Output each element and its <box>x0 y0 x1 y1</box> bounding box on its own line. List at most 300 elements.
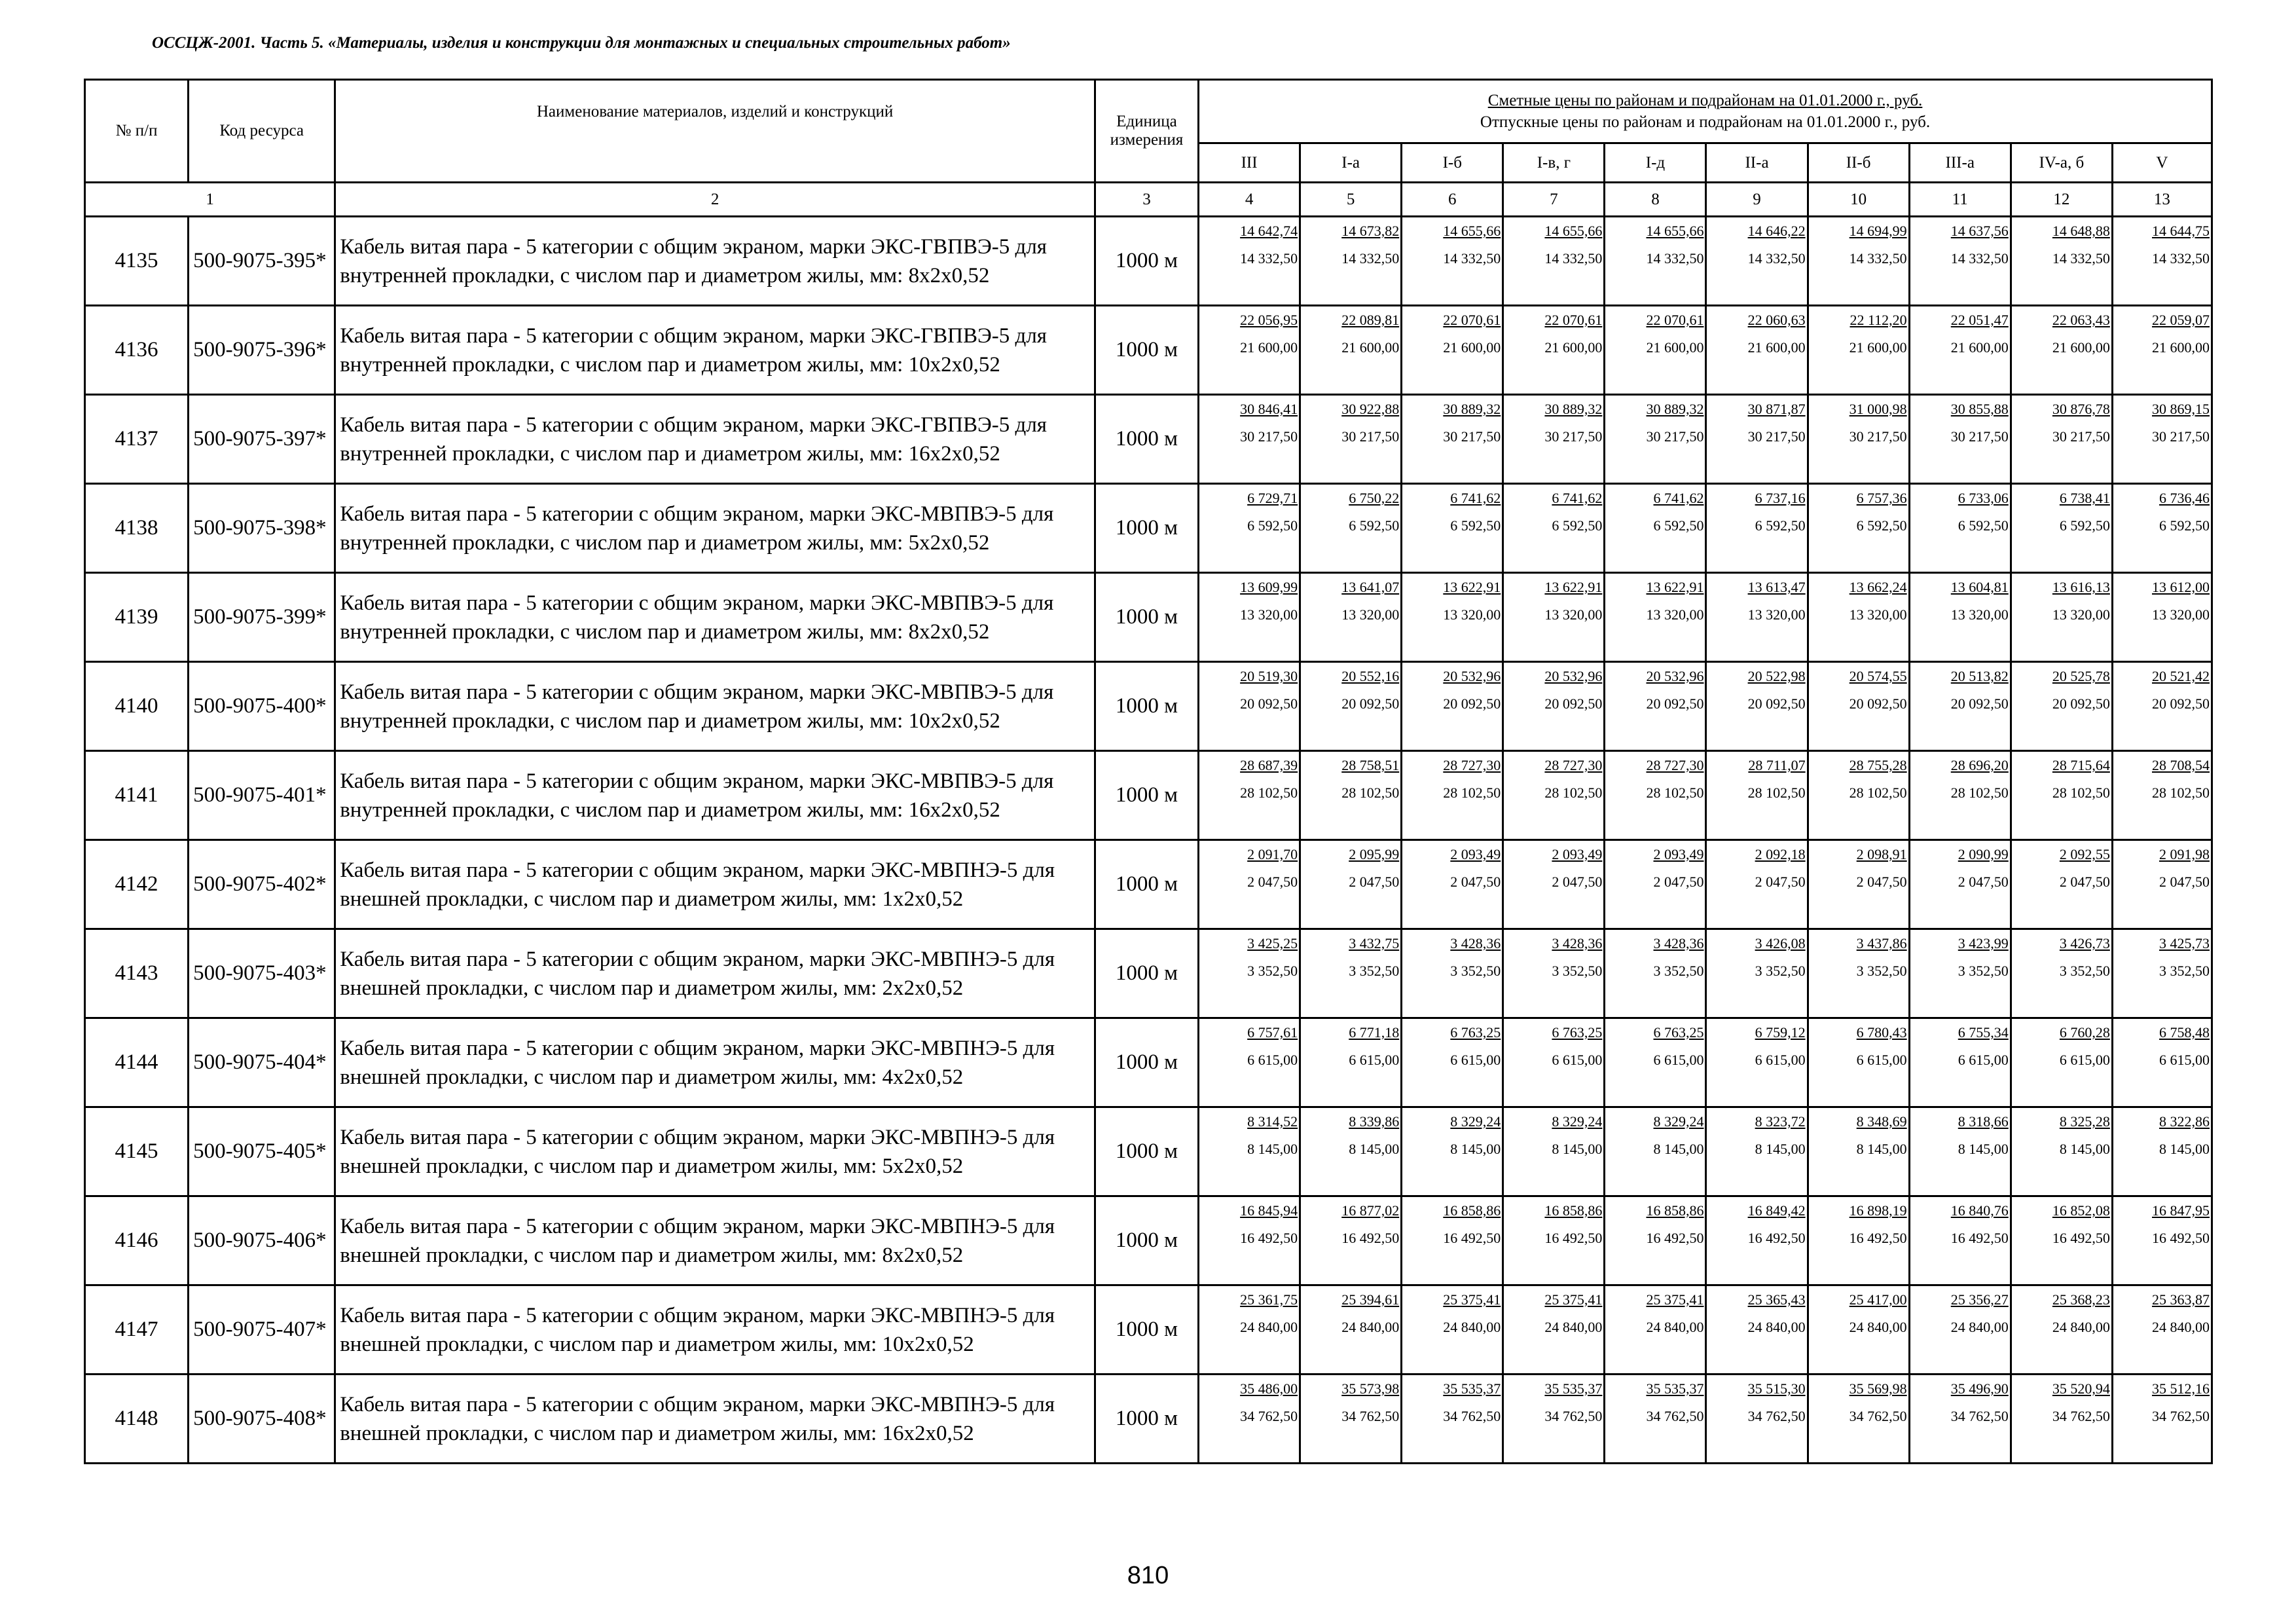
release-price: 6 615,00 <box>2059 1052 2110 1068</box>
release-price: 8 145,00 <box>1247 1141 1298 1157</box>
release-price: 20 092,50 <box>1950 695 2009 712</box>
region-header: II-а <box>1706 143 1808 183</box>
price-cell <box>2112 217 2212 306</box>
estimate-price: 14 655,66 <box>1646 223 1704 239</box>
column-number: 8 <box>1605 183 1706 217</box>
price-cell <box>1199 1375 1300 1464</box>
release-price: 14 332,50 <box>1341 250 1400 267</box>
resource-code: 500-9075-407* <box>189 1285 335 1375</box>
price-cell <box>2011 306 2112 395</box>
row-number: 4136 <box>85 306 189 395</box>
column-number: 9 <box>1706 183 1808 217</box>
column-number: 3 <box>1095 183 1198 217</box>
release-price: 8 145,00 <box>1755 1141 1806 1157</box>
unit-of-measure: 1000 м <box>1095 573 1198 662</box>
resource-code: 500-9075-399* <box>189 573 335 662</box>
price-cell <box>1503 1375 1605 1464</box>
column-number: 12 <box>2011 183 2112 217</box>
price-cell <box>1199 1285 1300 1375</box>
material-name: Кабель витая пара - 5 категории с общим экраном, марки ЭКС-МВПНЭ-5 для внешней прокладки, с числом пар и диаметром жилы, мм: 5х2х0,52 <box>335 1107 1095 1196</box>
estimate-price: 2 093,49 <box>1653 846 1704 862</box>
estimate-price: 35 496,90 <box>1950 1380 2009 1397</box>
estimate-price: 13 662,24 <box>1849 579 1907 595</box>
release-price: 2 047,50 <box>2159 874 2210 890</box>
release-price: 6 592,50 <box>2159 517 2210 534</box>
estimate-price: 20 513,82 <box>1950 668 2009 684</box>
estimate-price: 3 425,25 <box>1247 935 1298 951</box>
estimate-price: 16 849,42 <box>1747 1202 1806 1219</box>
resource-code: 500-9075-396* <box>189 306 335 395</box>
estimate-price: 6 763,25 <box>1653 1024 1704 1041</box>
price-cell <box>1199 395 1300 484</box>
release-price: 30 217,50 <box>1544 428 1603 445</box>
release-price: 14 332,50 <box>1950 250 2009 267</box>
release-price: 24 840,00 <box>1341 1319 1400 1335</box>
estimate-price: 25 361,75 <box>1240 1291 1298 1308</box>
estimate-price: 20 532,96 <box>1646 668 1704 684</box>
release-price: 34 762,50 <box>1544 1408 1603 1424</box>
estimate-price: 22 063,43 <box>2052 312 2110 328</box>
estimate-price: 28 727,30 <box>1646 757 1704 773</box>
release-price: 13 320,00 <box>1646 606 1704 623</box>
estimate-price: 8 314,52 <box>1247 1113 1298 1130</box>
estimate-price: 16 877,02 <box>1341 1202 1400 1219</box>
price-cell <box>1605 484 1706 573</box>
price-cell <box>1402 662 1503 751</box>
region-header: V <box>2112 143 2212 183</box>
estimate-price: 28 755,28 <box>1849 757 1907 773</box>
row-number: 4143 <box>85 929 189 1018</box>
release-price: 8 145,00 <box>2159 1141 2210 1157</box>
column-number: 4 <box>1199 183 1300 217</box>
estimate-price: 6 759,12 <box>1755 1024 1806 1041</box>
release-price: 28 102,50 <box>1747 784 1806 801</box>
release-price: 28 102,50 <box>1849 784 1907 801</box>
price-cell <box>1402 929 1503 1018</box>
unit-of-measure: 1000 м <box>1095 840 1198 929</box>
page-number: 810 <box>1127 1562 1169 1589</box>
estimate-price: 2 091,98 <box>2159 846 2210 862</box>
table-row <box>85 1018 2212 1107</box>
release-price: 2 047,50 <box>1653 874 1704 890</box>
resource-code: 500-9075-397* <box>189 395 335 484</box>
price-cell <box>1605 662 1706 751</box>
estimate-price: 3 425,73 <box>2159 935 2210 951</box>
estimate-price: 6 741,62 <box>1450 490 1501 506</box>
table-row <box>85 1107 2212 1196</box>
release-price: 3 352,50 <box>1450 963 1501 979</box>
estimate-price: 13 616,13 <box>2052 579 2110 595</box>
price-cell <box>1706 217 1808 306</box>
price-cell <box>1605 1018 1706 1107</box>
price-cell <box>1300 1196 1402 1285</box>
price-cell <box>1909 217 2011 306</box>
release-price: 34 762,50 <box>1646 1408 1704 1424</box>
region-header: I-д <box>1605 143 1706 183</box>
release-price: 34 762,50 <box>1341 1408 1400 1424</box>
release-price: 30 217,50 <box>1950 428 2009 445</box>
release-price: 16 492,50 <box>1950 1230 2009 1246</box>
estimate-price: 30 889,32 <box>1646 401 1704 417</box>
release-price: 16 492,50 <box>1747 1230 1806 1246</box>
release-price: 6 615,00 <box>1552 1052 1603 1068</box>
estimate-price: 20 532,96 <box>1544 668 1603 684</box>
release-price: 3 352,50 <box>2059 963 2110 979</box>
price-cell <box>1300 840 1402 929</box>
release-price: 2 047,50 <box>1247 874 1298 890</box>
estimate-price: 8 322,86 <box>2159 1113 2210 1130</box>
release-price: 24 840,00 <box>1950 1319 2009 1335</box>
release-price: 6 592,50 <box>1653 517 1704 534</box>
release-price: 21 600,00 <box>1646 339 1704 356</box>
region-header: I-в, г <box>1503 143 1605 183</box>
estimate-price: 13 622,91 <box>1443 579 1501 595</box>
price-table <box>84 79 2213 1464</box>
estimate-price: 22 112,20 <box>1850 312 1907 328</box>
price-cell <box>1706 1375 1808 1464</box>
release-price: 21 600,00 <box>2052 339 2110 356</box>
page-header-title: ОССЦЖ-2001. Часть 5. «Материалы, изделия и конструкции для монтажных и специальных строительных работ» <box>152 34 1011 52</box>
unit-of-measure: 1000 м <box>1095 1375 1198 1464</box>
price-cell <box>2011 1107 2112 1196</box>
price-cell <box>1808 217 1909 306</box>
price-cell <box>1605 395 1706 484</box>
release-price: 20 092,50 <box>1443 695 1501 712</box>
unit-of-measure: 1000 м <box>1095 1285 1198 1375</box>
release-price: 34 762,50 <box>1747 1408 1806 1424</box>
price-cell <box>1909 1375 2011 1464</box>
estimate-price: 22 070,61 <box>1646 312 1704 328</box>
release-price: 28 102,50 <box>1544 784 1603 801</box>
release-price: 20 092,50 <box>1849 695 1907 712</box>
price-cell <box>1199 573 1300 662</box>
release-price: 6 615,00 <box>1856 1052 1907 1068</box>
price-cell <box>1808 1196 1909 1285</box>
resource-code: 500-9075-403* <box>189 929 335 1018</box>
price-cell <box>1706 840 1808 929</box>
price-cell <box>1402 751 1503 840</box>
release-price: 30 217,50 <box>1443 428 1501 445</box>
table-row <box>85 217 2212 306</box>
release-price: 6 592,50 <box>1856 517 1907 534</box>
estimate-price: 3 432,75 <box>1349 935 1400 951</box>
table-row <box>85 1196 2212 1285</box>
release-price: 20 092,50 <box>1341 695 1400 712</box>
estimate-price: 22 051,47 <box>1950 312 2009 328</box>
column-number: 6 <box>1402 183 1503 217</box>
estimate-price: 30 876,78 <box>2052 401 2110 417</box>
release-price: 13 320,00 <box>2052 606 2110 623</box>
release-price: 13 320,00 <box>1341 606 1400 623</box>
unit-of-measure: 1000 м <box>1095 1018 1198 1107</box>
price-cell <box>1909 1196 2011 1285</box>
release-price: 2 047,50 <box>1856 874 1907 890</box>
table-row <box>85 573 2212 662</box>
estimate-price: 2 090,99 <box>1958 846 2009 862</box>
price-cell <box>2112 484 2212 573</box>
release-price: 24 840,00 <box>2152 1319 2210 1335</box>
estimate-price: 3 428,36 <box>1653 935 1704 951</box>
estimate-price: 6 738,41 <box>2059 490 2110 506</box>
release-price: 20 092,50 <box>1544 695 1603 712</box>
col-header-unit: Единица измерения <box>1095 80 1198 183</box>
estimate-price: 35 515,30 <box>1747 1380 1806 1397</box>
price-cell <box>1706 395 1808 484</box>
release-price: 28 102,50 <box>2152 784 2210 801</box>
price-cell <box>1199 751 1300 840</box>
estimate-price: 28 687,39 <box>1240 757 1298 773</box>
estimate-price: 35 486,00 <box>1240 1380 1298 1397</box>
estimate-price: 2 095,99 <box>1349 846 1400 862</box>
estimate-price: 25 365,43 <box>1747 1291 1806 1308</box>
estimate-price: 16 858,86 <box>1443 1202 1501 1219</box>
release-price: 30 217,50 <box>1849 428 1907 445</box>
price-cell <box>1199 1107 1300 1196</box>
estimate-price: 22 089,81 <box>1341 312 1400 328</box>
resource-code: 500-9075-404* <box>189 1018 335 1107</box>
unit-of-measure: 1000 м <box>1095 484 1198 573</box>
estimate-price: 35 535,37 <box>1646 1380 1704 1397</box>
release-price: 14 332,50 <box>1849 250 1907 267</box>
estimate-price: 8 329,24 <box>1653 1113 1704 1130</box>
price-cell <box>1706 573 1808 662</box>
estimate-price: 3 426,08 <box>1755 935 1806 951</box>
estimate-price: 35 573,98 <box>1341 1380 1400 1397</box>
estimate-price: 6 760,28 <box>2059 1024 2110 1041</box>
price-cell <box>1503 1018 1605 1107</box>
release-price: 28 102,50 <box>1341 784 1400 801</box>
release-price: 2 047,50 <box>1958 874 2009 890</box>
release-price: 14 332,50 <box>1747 250 1806 267</box>
estimate-price: 25 375,41 <box>1646 1291 1704 1308</box>
price-cell <box>1503 840 1605 929</box>
release-price: 24 840,00 <box>1443 1319 1501 1335</box>
estimate-price: 6 729,71 <box>1247 490 1298 506</box>
row-number: 4144 <box>85 1018 189 1107</box>
estimate-price: 13 604,81 <box>1950 579 2009 595</box>
price-cell <box>1199 217 1300 306</box>
price-cell <box>1706 1018 1808 1107</box>
price-cell <box>1605 573 1706 662</box>
estimate-price: 31 000,98 <box>1849 401 1907 417</box>
price-cell <box>1605 840 1706 929</box>
price-cell <box>1605 1107 1706 1196</box>
estimate-price: 35 520,94 <box>2052 1380 2110 1397</box>
row-number: 4135 <box>85 217 189 306</box>
estimate-price: 22 059,07 <box>2152 312 2210 328</box>
price-cell <box>2011 1375 2112 1464</box>
material-name: Кабель витая пара - 5 категории с общим экраном, марки ЭКС-МВПНЭ-5 для внешней прокладки, с числом пар и диаметром жилы, мм: 16х2х0,52 <box>335 1375 1095 1464</box>
price-cell <box>2011 1018 2112 1107</box>
unit-of-measure: 1000 м <box>1095 217 1198 306</box>
price-cell <box>1706 1285 1808 1375</box>
release-price: 2 047,50 <box>1349 874 1400 890</box>
release-price: 13 320,00 <box>1747 606 1806 623</box>
estimate-price: 16 858,86 <box>1646 1202 1704 1219</box>
price-cell <box>1605 1375 1706 1464</box>
resource-code: 500-9075-408* <box>189 1375 335 1464</box>
material-name: Кабель витая пара - 5 категории с общим экраном, марки ЭКС-МВПВЭ-5 для внутренней прокладки, с числом пар и диаметром жилы, мм: 5х2х0,52 <box>335 484 1095 573</box>
estimate-price: 6 736,46 <box>2159 490 2210 506</box>
resource-code: 500-9075-395* <box>189 217 335 306</box>
estimate-price: 28 696,20 <box>1950 757 2009 773</box>
price-cell <box>1706 1107 1808 1196</box>
estimate-price: 20 521,42 <box>2152 668 2210 684</box>
price-cell <box>1199 1018 1300 1107</box>
estimate-price: 6 763,25 <box>1450 1024 1501 1041</box>
release-price: 13 320,00 <box>1443 606 1501 623</box>
price-estimate-header: Сметные цены по районам и подрайонам на 01.01.2000 г., руб. <box>1487 92 1923 109</box>
price-cell <box>1503 1285 1605 1375</box>
release-price: 16 492,50 <box>1544 1230 1603 1246</box>
release-price: 6 592,50 <box>2059 517 2110 534</box>
estimate-price: 8 318,66 <box>1958 1113 2009 1130</box>
price-cell <box>1503 1107 1605 1196</box>
estimate-price: 25 375,41 <box>1443 1291 1501 1308</box>
table-row <box>85 840 2212 929</box>
price-cell <box>1605 751 1706 840</box>
estimate-price: 6 780,43 <box>1856 1024 1907 1041</box>
estimate-price: 8 329,24 <box>1552 1113 1603 1130</box>
estimate-price: 22 056,95 <box>1240 312 1298 328</box>
price-cell <box>1605 217 1706 306</box>
release-price: 14 332,50 <box>2052 250 2110 267</box>
release-price: 6 592,50 <box>1552 517 1603 534</box>
release-price: 6 615,00 <box>1755 1052 1806 1068</box>
estimate-price: 14 655,66 <box>1443 223 1501 239</box>
estimate-price: 3 428,36 <box>1552 935 1603 951</box>
release-price: 34 762,50 <box>1849 1408 1907 1424</box>
region-header: I-б <box>1402 143 1503 183</box>
price-cell <box>1706 1196 1808 1285</box>
row-number: 4145 <box>85 1107 189 1196</box>
estimate-price: 2 092,18 <box>1755 846 1806 862</box>
estimate-price: 25 394,61 <box>1341 1291 1400 1308</box>
row-number: 4142 <box>85 840 189 929</box>
price-cell <box>1605 1285 1706 1375</box>
row-number: 4138 <box>85 484 189 573</box>
unit-of-measure: 1000 м <box>1095 395 1198 484</box>
price-cell <box>1199 662 1300 751</box>
price-cell <box>1808 840 1909 929</box>
table-row <box>85 1285 2212 1375</box>
estimate-price: 25 417,00 <box>1849 1291 1907 1308</box>
table-row <box>85 484 2212 573</box>
material-name: Кабель витая пара - 5 категории с общим экраном, марки ЭКС-МВПНЭ-5 для внешней прокладки, с числом пар и диаметром жилы, мм: 2х2х0,52 <box>335 929 1095 1018</box>
price-cell <box>1605 1196 1706 1285</box>
price-cell <box>1605 929 1706 1018</box>
price-cell <box>1909 1107 2011 1196</box>
price-cell <box>1300 662 1402 751</box>
release-price: 6 592,50 <box>1349 517 1400 534</box>
release-price: 8 145,00 <box>1958 1141 2009 1157</box>
unit-of-measure: 1000 м <box>1095 1107 1198 1196</box>
estimate-price: 20 522,98 <box>1747 668 1806 684</box>
estimate-price: 16 858,86 <box>1544 1202 1603 1219</box>
price-cell <box>1909 395 2011 484</box>
price-cell <box>1706 306 1808 395</box>
estimate-price: 6 750,22 <box>1349 490 1400 506</box>
release-price: 3 352,50 <box>1653 963 1704 979</box>
release-price: 8 145,00 <box>2059 1141 2110 1157</box>
release-price: 21 600,00 <box>1747 339 1806 356</box>
release-price: 3 352,50 <box>1247 963 1298 979</box>
price-cell <box>1300 573 1402 662</box>
release-price: 3 352,50 <box>1349 963 1400 979</box>
release-price: 24 840,00 <box>1849 1319 1907 1335</box>
row-number: 4137 <box>85 395 189 484</box>
estimate-price: 20 552,16 <box>1341 668 1400 684</box>
table-row <box>85 929 2212 1018</box>
estimate-price: 16 852,08 <box>2052 1202 2110 1219</box>
col-header-code: Код ресурса <box>189 80 335 183</box>
region-header: III-а <box>1909 143 2011 183</box>
release-price: 24 840,00 <box>1646 1319 1704 1335</box>
price-cell <box>1503 929 1605 1018</box>
release-price: 6 615,00 <box>1247 1052 1298 1068</box>
release-price: 34 762,50 <box>1950 1408 2009 1424</box>
release-price: 20 092,50 <box>1240 695 1298 712</box>
release-price: 14 332,50 <box>2152 250 2210 267</box>
estimate-price: 30 922,88 <box>1341 401 1400 417</box>
price-release-header: Отпускные цены по районам и подрайонам на 01.01.2000 г., руб. <box>1480 113 1931 131</box>
release-price: 16 492,50 <box>1849 1230 1907 1246</box>
release-price: 6 592,50 <box>1450 517 1501 534</box>
estimate-price: 16 845,94 <box>1240 1202 1298 1219</box>
table-row <box>85 395 2212 484</box>
price-cell <box>1808 751 1909 840</box>
price-cell <box>1808 929 1909 1018</box>
price-cell <box>2112 929 2212 1018</box>
release-price: 3 352,50 <box>1552 963 1603 979</box>
release-price: 13 320,00 <box>1240 606 1298 623</box>
estimate-price: 2 092,55 <box>2059 846 2110 862</box>
release-price: 14 332,50 <box>1240 250 1298 267</box>
estimate-price: 14 644,75 <box>2152 223 2210 239</box>
release-price: 20 092,50 <box>1646 695 1704 712</box>
price-cell <box>1808 1375 1909 1464</box>
price-cell <box>2112 395 2212 484</box>
estimate-price: 20 525,78 <box>2052 668 2110 684</box>
unit-of-measure: 1000 м <box>1095 751 1198 840</box>
column-number: 2 <box>335 183 1095 217</box>
price-cell <box>1706 662 1808 751</box>
col-header-num: № п/п <box>85 80 189 183</box>
region-header: IV-а, б <box>2011 143 2112 183</box>
region-header: I-а <box>1300 143 1402 183</box>
resource-code: 500-9075-398* <box>189 484 335 573</box>
resource-code: 500-9075-401* <box>189 751 335 840</box>
release-price: 16 492,50 <box>1341 1230 1400 1246</box>
release-price: 8 145,00 <box>1349 1141 1400 1157</box>
estimate-price: 14 642,74 <box>1240 223 1298 239</box>
estimate-price: 6 771,18 <box>1349 1024 1400 1041</box>
estimate-price: 20 519,30 <box>1240 668 1298 684</box>
price-cell <box>1402 484 1503 573</box>
column-number: 7 <box>1503 183 1605 217</box>
price-cell <box>2011 1285 2112 1375</box>
release-price: 30 217,50 <box>1341 428 1400 445</box>
release-price: 34 762,50 <box>2152 1408 2210 1424</box>
release-price: 3 352,50 <box>2159 963 2210 979</box>
price-cell <box>2112 1196 2212 1285</box>
price-cell <box>1199 1196 1300 1285</box>
price-cell <box>1402 1285 1503 1375</box>
price-cell <box>2011 573 2112 662</box>
unit-of-measure: 1000 м <box>1095 306 1198 395</box>
estimate-price: 28 727,30 <box>1443 757 1501 773</box>
release-price: 24 840,00 <box>1544 1319 1603 1335</box>
